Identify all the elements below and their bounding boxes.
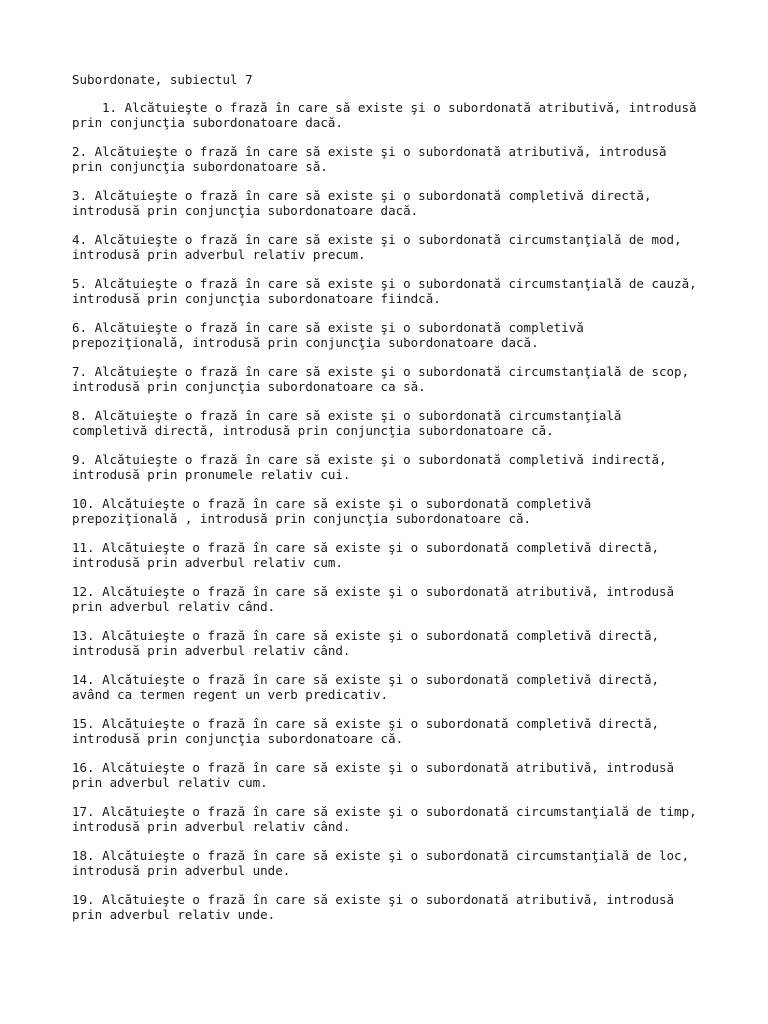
exercise-line: completivă directă, introdusă prin conjuncţia subordonatoare că. [72, 423, 554, 438]
exercise-item [72, 628, 712, 658]
exercise-line: 15. Alcătuieşte o frază în care să existe şi o subordonată completivă directă, [72, 716, 659, 731]
exercise-item [72, 232, 712, 262]
exercise-line: 6. Alcătuieşte o frază în care să existe şi o subordonată completivă [72, 320, 584, 335]
exercise-line: 16. Alcătuieşte o frază în care să existe şi o subordonată atributivă, introdusă [72, 760, 675, 775]
exercise-item [72, 716, 712, 746]
exercise-item [72, 276, 712, 306]
exercise-line: 1. Alcătuieşte o frază în care să existe şi o subordonată atributivă, introdusă [102, 100, 697, 115]
exercise-line: introdusă prin adverbul unde. [72, 863, 291, 878]
exercise-line: prepoziţională , introdusă prin conjuncţia subordonatoare că. [72, 511, 532, 526]
exercise-line: 5. Alcătuieşte o frază în care să existe şi o subordonată circumstanţială de cauză, [72, 276, 697, 291]
exercise-line: 14. Alcătuieşte o frază în care să existe şi o subordonată completivă directă, [72, 672, 659, 687]
exercise-line: 12. Alcătuieşte o frază în care să existe şi o subordonată atributivă, introdusă [72, 584, 675, 599]
exercise-item [72, 364, 712, 394]
exercise-item [72, 452, 712, 482]
exercise-item [72, 584, 712, 614]
exercise-line: prin adverbul relativ cum. [72, 775, 268, 790]
exercise-item [72, 320, 712, 350]
exercise-line: 10. Alcătuieşte o frază în care să existe şi o subordonată completivă [72, 496, 592, 511]
exercise-line: 19. Alcătuieşte o frază în care să existe şi o subordonată atributivă, introdusă [72, 892, 675, 907]
exercise-item [72, 760, 712, 790]
document-title: Subordonate, subiectul 7 [72, 72, 253, 87]
exercise-line: introdusă prin conjuncţia subordonatoare fiindcă. [72, 291, 441, 306]
exercise-item [72, 848, 712, 878]
exercise-list [72, 100, 712, 936]
exercise-line: introdusă prin adverbul relativ cum. [72, 555, 343, 570]
exercise-line: 13. Alcătuieşte o frază în care să existe şi o subordonată completivă directă, [72, 628, 659, 643]
exercise-line: introdusă prin pronumele relativ cui. [72, 467, 351, 482]
exercise-line: introdusă prin conjuncţia subordonatoare ca să. [72, 379, 426, 394]
exercise-item [72, 100, 712, 130]
exercise-line: 9. Alcătuieşte o frază în care să existe şi o subordonată completivă indirectă, [72, 452, 667, 467]
exercise-line: prin adverbul relativ când. [72, 599, 276, 614]
exercise-item [72, 144, 712, 174]
exercise-line: prin adverbul relativ unde. [72, 907, 276, 922]
exercise-line: introdusă prin conjuncţia subordonatoare dacă. [72, 203, 419, 218]
exercise-line: având ca termen regent un verb predicativ. [72, 687, 389, 702]
exercise-line: 17. Alcătuieşte o frază în care să existe şi o subordonată circumstanţială de timp, [72, 804, 697, 819]
exercise-line: 4. Alcătuieşte o frază în care să existe şi o subordonată circumstanţială de mod, [72, 232, 682, 247]
exercise-line: prepoziţională, introdusă prin conjuncţia subordonatoare dacă. [72, 335, 539, 350]
exercise-line: introdusă prin conjuncţia subordonatoare că. [72, 731, 404, 746]
exercise-line: prin conjuncţia subordonatoare să. [72, 159, 328, 174]
exercise-item [72, 188, 712, 218]
exercise-line: introdusă prin adverbul relativ precum. [72, 247, 366, 262]
exercise-line: 2. Alcătuieşte o frază în care să existe şi o subordonată atributivă, introdusă [72, 144, 667, 159]
exercise-item [72, 540, 712, 570]
exercise-line: 7. Alcătuieşte o frază în care să existe şi o subordonată circumstanţială de scop, [72, 364, 690, 379]
exercise-line: prin conjuncţia subordonatoare dacă. [72, 115, 343, 130]
exercise-line: introdusă prin adverbul relativ când. [72, 643, 351, 658]
exercise-line: 18. Alcătuieşte o frază în care să existe şi o subordonată circumstanţială de loc, [72, 848, 690, 863]
exercise-item [72, 496, 712, 526]
exercise-item [72, 672, 712, 702]
exercise-line: 3. Alcătuieşte o frază în care să existe şi o subordonată completivă directă, [72, 188, 652, 203]
exercise-line: introdusă prin adverbul relativ când. [72, 819, 351, 834]
exercise-item [72, 892, 712, 922]
exercise-line: 8. Alcătuieşte o frază în care să existe şi o subordonată circumstanţială [72, 408, 622, 423]
exercise-item [72, 408, 712, 438]
exercise-line: 11. Alcătuieşte o frază în care să existe şi o subordonată completivă directă, [72, 540, 659, 555]
exercise-item [72, 804, 712, 834]
